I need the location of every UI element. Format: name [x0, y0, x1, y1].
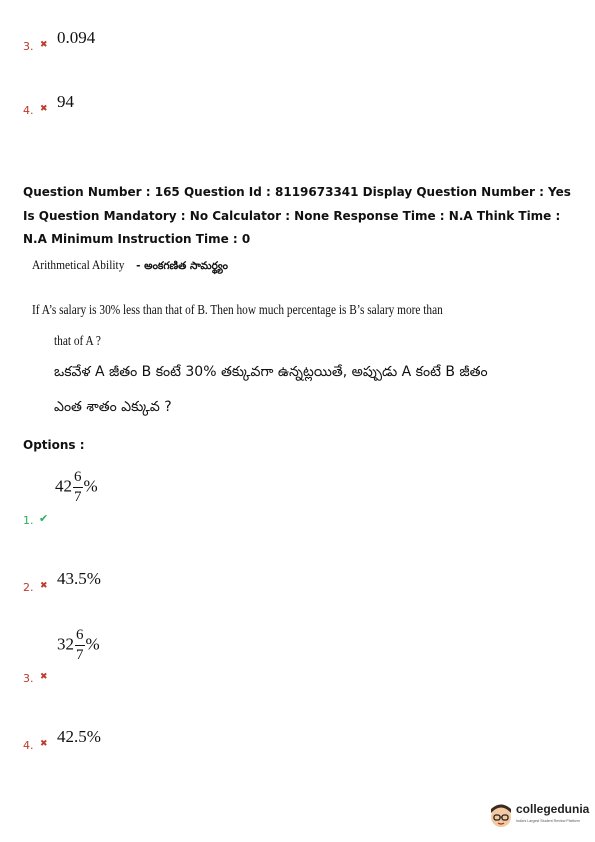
question-text-te-2: ఎంత శాతం ఎక్కువ ? [54, 399, 172, 415]
logo-name: collegedunia [516, 802, 590, 816]
option-number: 3. [23, 40, 34, 53]
question-text-en-1: If A’s salary is 30% less than that of B. Then how much percentage is B’s salary more than [32, 302, 443, 317]
option-value: 42.5% [57, 727, 101, 746]
option-value: 94 [57, 92, 74, 111]
option-number: 4. [23, 104, 34, 117]
section-header [32, 254, 228, 275]
section-en: Arithmetical Ability [32, 257, 125, 272]
option-number: 2. [23, 581, 34, 594]
option-value: 43.5% [57, 569, 101, 588]
cross-icon: ✖ [40, 672, 48, 682]
option-3 [23, 628, 223, 688]
check-icon: ✔ [39, 512, 49, 525]
option-number: 3. [23, 672, 34, 685]
option-value: 0.094 [57, 28, 96, 47]
logo-tagline: India's Largest Student Review Platform [516, 819, 580, 823]
fraction [73, 470, 83, 505]
option-value [57, 628, 100, 663]
question-meta: Question Number : 165 Question Id : 8119673341 Display Question Number : Yes Is Question Mandatory : No Calculator : None Response Time : N.A Think Time : N.A Minimum Instruction Time : 0 [23, 185, 571, 246]
whole-part: 32 [57, 634, 74, 654]
numerator: 6 [73, 470, 83, 488]
options-label: Options : [23, 438, 85, 452]
percent-sign: % [85, 634, 100, 654]
cross-icon: ✖ [40, 581, 48, 591]
numerator: 6 [75, 628, 85, 646]
section-te: - అంకగణిత సామర్థ్యం [136, 260, 228, 272]
cross-icon: ✖ [40, 739, 48, 749]
whole-part: 42 [55, 476, 72, 496]
option-number: 1. [23, 514, 34, 527]
option-value [55, 470, 98, 505]
fraction [75, 628, 85, 663]
question-text-en-2: that of A ? [54, 333, 101, 348]
denominator: 7 [74, 489, 82, 505]
option-number: 4. [23, 739, 34, 752]
cross-icon: ✖ [40, 40, 48, 50]
percent-sign: % [83, 476, 98, 496]
denominator: 7 [76, 647, 84, 663]
question-text-te-1: ఒకవేళ A జీతం B కంటే 30% తక్కువగా ఉన్నట్లయితే, అప్పుడు A కంటే B జీతం [54, 364, 488, 380]
option-1 [23, 470, 223, 530]
cross-icon: ✖ [40, 104, 48, 114]
mascot-icon [488, 800, 514, 830]
collegedunia-logo [488, 799, 593, 831]
